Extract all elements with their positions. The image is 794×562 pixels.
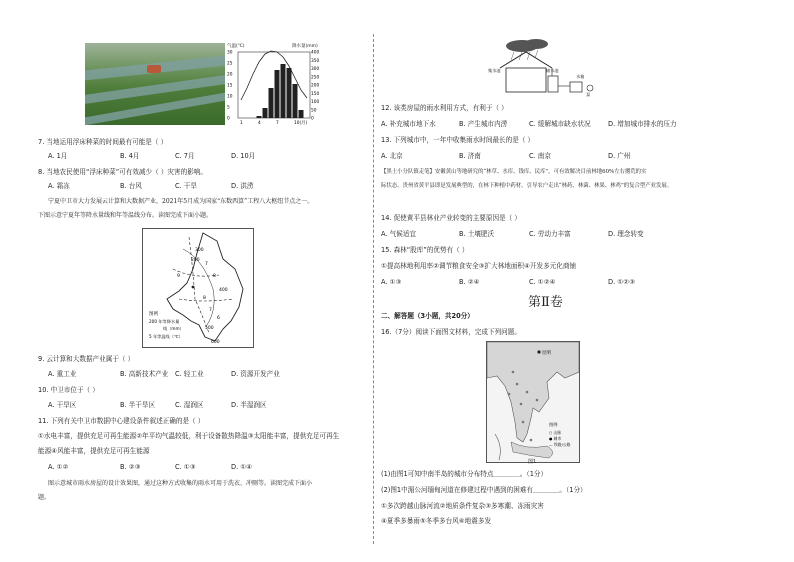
q15-option-b[interactable]: B. ②④ [459, 278, 480, 286]
q15-option-c[interactable]: C. ①②④ [529, 278, 556, 286]
map-label: 7 [205, 262, 208, 267]
precip-bar [293, 84, 298, 118]
q9-option-a[interactable]: A. 重工业 [48, 370, 77, 378]
map-label: 500 [205, 326, 214, 331]
q14-option-d[interactable]: D. 理念转变 [608, 230, 644, 238]
q9-stem: 9. 云计算和大数据产业属于（ ） [38, 355, 135, 363]
q8-option-d[interactable]: D. 洪涝 [231, 182, 254, 190]
q16-part2-statements-1: ①多次跨越山脉河流②地质条件复杂③多寒潮、冻雨灾害 [381, 502, 544, 510]
precip-bar [263, 108, 268, 118]
q12-option-b[interactable]: B. 产生城市内涝 [459, 120, 508, 128]
q14-stem: 14. 促使黄平县林业产业转变的主要原因是（ ） [381, 214, 521, 222]
sea-map [486, 341, 580, 463]
chart-left-unit: 气温(℃) [227, 44, 245, 49]
q12-option-c[interactable]: C. 缓解城市缺水状况 [529, 120, 591, 128]
material3-line1: 图示意城市雨水房屋的设计效果图，通过这种方式收集的雨水可用于洗衣、冲厕等。读图完成下面小 [48, 480, 313, 487]
rain-house-diagram [486, 38, 606, 100]
material2-line1: 宁夏中卫市大力发展云计算和大数据产业，2021年5月成为国家“东数西算”工程八大枢纽节点之一。 [48, 198, 314, 205]
precip-bar [281, 64, 286, 118]
precip-bar [257, 116, 262, 118]
chart-left-tick: 0 [227, 116, 230, 122]
chart-left-tick: 5 [227, 105, 230, 111]
q9-option-d[interactable]: D. 资源开发产业 [231, 370, 280, 378]
q13-option-c[interactable]: C. 南京 [529, 152, 551, 160]
q14-option-a[interactable]: A. 气候适宜 [381, 230, 416, 238]
q9-option-c[interactable]: C. 轻工业 [175, 370, 204, 378]
part2-subtitle: 二、解答题（3小题，共20分） [381, 312, 474, 320]
q13-option-a[interactable]: A. 北京 [381, 152, 403, 160]
map-label: 8 [213, 274, 216, 279]
map-label: 400 [219, 288, 228, 293]
map-label: 6 [217, 316, 220, 321]
chart-right-unit: 降水量(mm) [292, 44, 318, 49]
q10-option-c[interactable]: C. 湿润区 [175, 401, 204, 409]
sea-legend-3: — 铁路/公路 [549, 442, 571, 447]
house-label: 集水池 [488, 68, 501, 73]
q8-option-c[interactable]: C. 干旱 [175, 182, 197, 190]
sea-legend-title: 图例 [549, 422, 558, 427]
q7-option-a[interactable]: A. 1月 [48, 152, 68, 160]
q10-option-d[interactable]: D. 半湿润区 [231, 401, 267, 409]
q10-option-b[interactable]: B. 半干旱区 [120, 401, 156, 409]
chart-left-tick: 15 [227, 83, 233, 89]
q13-option-b[interactable]: B. 济南 [459, 152, 481, 160]
q12-stem: 12. 该类房屋的雨水利用方式，有利于（ ） [381, 104, 508, 112]
sea-legend-2: ● 城市 [549, 436, 562, 441]
q16-part1: (1)由图1可知中南半岛的城市分布特点＿＿＿＿。（1分） [381, 470, 548, 478]
house-label: 储水池 [546, 68, 559, 73]
q8-option-b[interactable]: B. 台风 [120, 182, 142, 190]
sea-city-kunming: 昆明 [542, 351, 551, 356]
q11-statements-2: 能源④风能丰富，提供充足可再生能源 [38, 447, 150, 455]
q10-option-a[interactable]: A. 干旱区 [48, 401, 77, 409]
sea-legend-1: ○ 山脉 [549, 430, 562, 435]
q11-option-c[interactable]: C. ①③ [175, 463, 196, 471]
material4-line1: 【黑土小分队镇走笔】安徽黄山等地研究的“林草、水库、钱库、民库”，可有效解决目前林地60%左右撂荒的实 [381, 169, 647, 175]
q7-option-c[interactable]: C. 7月 [175, 152, 195, 160]
q13-option-d[interactable]: D. 广州 [608, 152, 631, 160]
chart-right-tick: 300 [311, 67, 320, 72]
precip-bar [299, 110, 304, 118]
map-label: 8 [203, 296, 206, 301]
chart-right-tick: 350 [311, 58, 320, 64]
map-label: 9 [177, 274, 180, 279]
q11-stem: 11. 下列有关中卫市数据中心建设条件叙述正确的是（ ） [38, 417, 205, 425]
q9-option-b[interactable]: B. 高新技术产业 [120, 370, 169, 378]
q16-part2: (2)图1中湄公河缅甸河道在修建过程中遇到的困难有＿＿＿＿。（1分） [381, 486, 587, 494]
map-label: 7 [209, 308, 212, 313]
chart-left-tick: 30 [227, 50, 233, 56]
q15-stem: 15. 森林“股库”的优势有（ ） [381, 246, 469, 254]
chart-right-tick: 50 [311, 108, 317, 114]
map-legend-2: 5 年等温线（℃） [149, 334, 183, 339]
q7-option-d[interactable]: D. 10月 [231, 152, 256, 160]
q12-option-a[interactable]: A. 补充城市地下水 [381, 120, 436, 128]
material2-line2: 下图示意宁夏年等降水量线和年等温线分布。读图完成下面小题。 [38, 212, 213, 219]
q12-option-d[interactable]: D. 增加城市排水的压力 [608, 120, 677, 128]
ningxia-map [142, 228, 254, 348]
chart-right-tick: 150 [311, 91, 320, 97]
precip-bar [269, 88, 274, 118]
material4-line2: 际状态。贵州省黄平县即是发展典型的，在林下种植中药材，引导农户走出“林药、林菌、林果、林鸡”的复合型产业发展。 [381, 183, 673, 189]
climate-chart [226, 40, 320, 130]
chart-x-tick: 10(月) [294, 121, 308, 126]
chart-right-tick: 100 [311, 100, 320, 105]
chart-right-tick: 250 [311, 75, 320, 81]
q11-option-b[interactable]: B. ②③ [120, 463, 141, 471]
chart-left-tick: 25 [227, 61, 233, 67]
q16-part2-statements-2: ④夏季多暴雨⑤冬季多台风⑥地震多发 [381, 517, 492, 525]
chart-right-tick: 400 [311, 50, 320, 56]
map-label: 200 [191, 258, 200, 263]
q7-stem: 7. 当地运用浮床种菜的时间最有可能是（ ） [38, 138, 168, 146]
q14-option-b[interactable]: B. 土壤肥沃 [459, 230, 495, 238]
sea-map-caption: 图1 [528, 459, 537, 465]
precip-bar [287, 68, 292, 118]
map-legend-1b: 线（mm） [163, 326, 184, 331]
chart-right-tick: 0 [311, 116, 314, 122]
map-label: 600 [211, 340, 220, 345]
q8-option-a[interactable]: A. 霜冻 [48, 182, 70, 190]
chart-x-tick: 1 [240, 121, 243, 126]
q15-option-d[interactable]: D. ①②③ [608, 278, 636, 286]
q10-stem: 10. 中卫市位于（ ） [38, 386, 99, 394]
q15-statements: ①提高林地利用率②调节粮食安全③扩大林地面积④开发多元化商铺 [381, 262, 577, 270]
q16-stem: 16.（7分）阅读下面图文材料，完成下列问题。 [381, 328, 521, 336]
q15-option-a[interactable]: A. ①③ [381, 278, 402, 286]
house-label: 泵 [586, 92, 591, 97]
q11-statements-1: ①水电丰富，提供充足可再生能源②年平均气温较低，利于设备散热降温③太阳能丰富，提供充足可再生 [38, 432, 340, 440]
q8-stem: 8. 当地农民使用“浮床种菜”可有效减少（ ）灾害的影响。 [38, 168, 207, 176]
q14-option-c[interactable]: C. 劳动力丰富 [529, 230, 571, 238]
floating-bed-photo [85, 43, 225, 125]
chart-left-tick: 20 [227, 72, 233, 78]
part2-title: 第Ⅱ卷 [528, 295, 563, 310]
map-legend-title: 图例 [149, 312, 158, 317]
column-divider [373, 34, 374, 544]
chart-x-tick: 4 [258, 121, 261, 126]
chart-left-tick: 10 [227, 94, 233, 100]
precip-bar [275, 70, 280, 118]
q11-option-d[interactable]: D. ①④ [231, 463, 253, 471]
chart-x-tick: 7 [276, 121, 279, 126]
chart-right-tick: 200 [311, 83, 320, 89]
q11-option-a[interactable]: A. ①② [48, 463, 69, 471]
q13-stem: 13. 下列城市中，一年中收集雨水时间最长的是（ ） [381, 136, 535, 144]
map-legend-1: 200 年等降水量 [149, 319, 180, 324]
material3-line2: 题。 [38, 494, 51, 501]
q7-option-b[interactable]: B. 4月 [120, 152, 140, 160]
house-label: 水箱 [576, 74, 585, 79]
map-label: 300 [195, 248, 204, 253]
